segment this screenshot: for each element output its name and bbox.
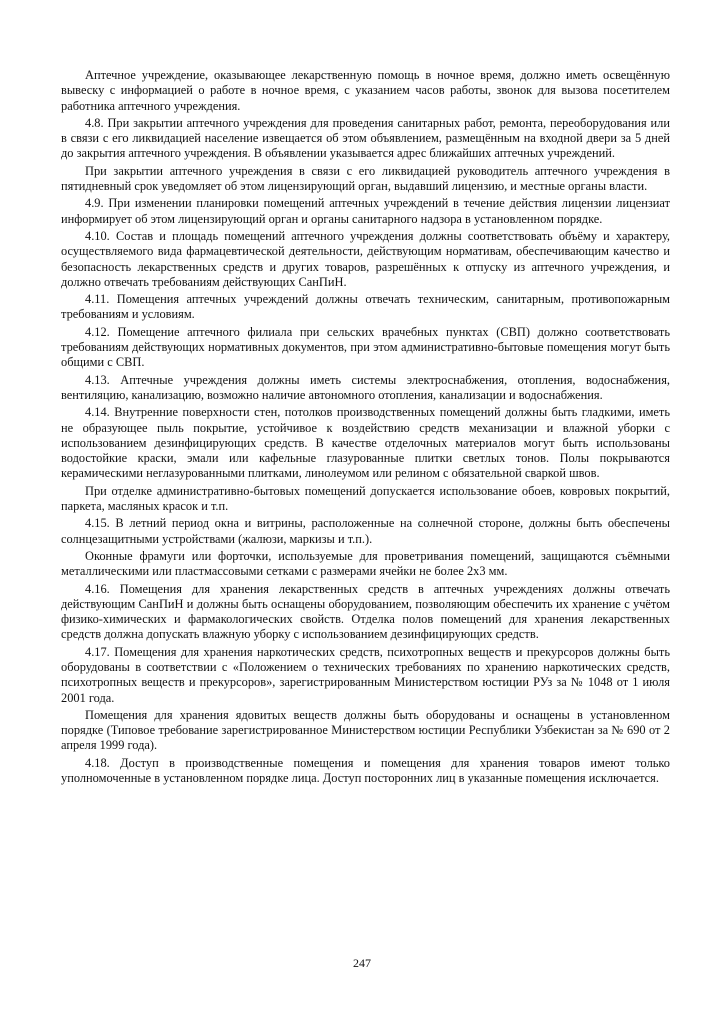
page-number: 247 — [353, 956, 371, 970]
paragraph-4-8: 4.8. При закрытии аптечного учреждения для проведения санитарных работ, ремонта, переоборудования или в связи с его ликвидацией население извещается об этом объявлением, размещённым на входной двери за 5 дней до закрытия аптечного учреждения. В объявлении указывается адрес ближайших аптечных учреждений. — [61, 115, 670, 161]
paragraph-4-18: 4.18. Доступ в производственные помещения и помещения для хранения товаров имеют только уполномоченные в установленном порядке лица. Доступ посторонних лиц в указанные помещения исключается. — [61, 755, 670, 786]
paragraph-window-vents: Оконные фрамуги или форточки, используемые для проветривания помещений, защищаются съёмными металлическими или пластмассовыми сетками с размерами ячейки не более 2х3 мм. — [61, 548, 670, 579]
paragraph-4-17: 4.17. Помещения для хранения наркотических средств, психотропных веществ и прекурсоров должны быть оборудованы в соответствии с «Положением о технических требованиях по хранению наркотических средств, психотропных веществ и прекурсоров», зарегистрированным Министерством юстиции РУз за № 1048 от 1 июля 2001 года. — [61, 644, 670, 705]
paragraph-night-service: Аптечное учреждение, оказывающее лекарственную помощь в ночное время, должно иметь освещённую вывеску с информацией о работе в ночное время, с указанием часов работы, звонок для вызова посетителем работника аптечного учреждения. — [61, 68, 670, 113]
document-body — [61, 68, 670, 788]
paragraph-4-15: 4.15. В летний период окна и витрины, расположенные на солнечной стороне, должны быть обеспечены солнцезащитными устройствами (жалюзи, маркизы и т.п.). — [61, 516, 670, 546]
paragraph-admin-finishing: При отделке административно-бытовых помещений допускается использование обоев, ковровых покрытий, паркета, масляных красок и т.п. — [61, 483, 670, 514]
paragraph-4-12: 4.12. Помещение аптечного филиала при сельских врачебных пунктах (СВП) должно соответствовать требованиям действующих нормативных документов, при этом административно-бытовые помещения могут быть общими с СВП. — [61, 324, 670, 370]
paragraph-4-11: 4.11. Помещения аптечных учреждений должны отвечать техническим, санитарным, противопожарным требованиям и условиям. — [61, 292, 670, 322]
paragraph-4-9: 4.9. При изменении планировки помещений аптечных учреждений в течение действия лицензии лицензиат информирует об этом лицензирующий орган и органы санитарного надзора в установленном порядке. — [61, 196, 670, 226]
paragraph-4-13: 4.13. Аптечные учреждения должны иметь системы электроснабжения, отопления, водоснабжения, вентиляцию, канализацию, возможно наличие автономного отопления, канализации и водоснабжения. — [61, 372, 670, 402]
paragraph-liquidation-notice: При закрытии аптечного учреждения в связи с его ликвидацией руководитель аптечного учреждения в пятидневный срок уведомляет об этом лицензирующий орган, выдавший лицензию, и местные органы власти. — [61, 163, 670, 194]
paragraph-poison-storage: Помещения для хранения ядовитых веществ должны быть оборудованы и оснащены в установленном порядке (Типовое требование зарегистрированное Министерством юстиции Республики Узбекистан за № 690 от 2 апреля 1999 года). — [61, 707, 670, 753]
paragraph-4-14: 4.14. Внутренние поверхности стен, потолков производственных помещений должны быть гладкими, иметь не образующее пыль покрытие, устойчивое к воздействию средств механизации и влажной уборки с использованием дезинфицирующих средств. В качестве отделочных материалов могут быть использованы водостойкие краски, эмали или кафельные глазурованные плитки светлых тонов. Полы покрываются керамическими неглазурованными плитками, линолеумом или релином с обязательной сваркой швов. — [61, 405, 670, 481]
paragraph-4-10: 4.10. Состав и площадь помещений аптечного учреждения должны соответствовать объёму и характеру, осуществляемого вида фармацевтической деятельности, действующим нормативам, обеспечивающим качество и безопасность лекарственных средств и других товаров, разрешённых к отпуску из аптечного учреждения, и должно отвечать требованиям действующих СанПиН. — [61, 228, 670, 289]
paragraph-4-16: 4.16. Помещения для хранения лекарственных средств в аптечных учреждениях должны отвечать действующим СанПиН и должны быть оснащены оборудованием, позволяющим обеспечить их хранение с учётом физико-химических и фармакологических свойств. Отделка полов помещений для хранения лекарственных средств должна допускать влажную уборку с использованием дезинфицирующих средств. — [61, 581, 670, 642]
